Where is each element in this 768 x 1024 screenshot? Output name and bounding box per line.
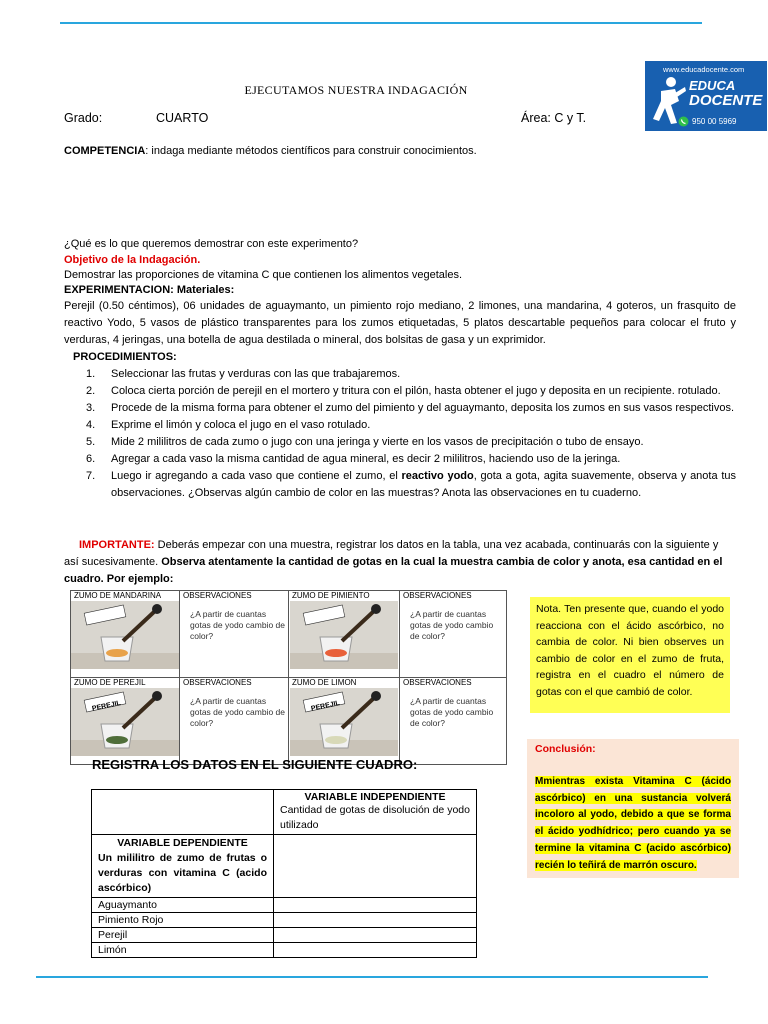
photo-caption: ZUMO DE MANDARINA <box>71 591 179 601</box>
note-box: Nota. Ten presente que, cuando el yodo reacciona con el ácido ascórbico, no cambia de color. Ni bien observes un cambio de color en el zumo de fruta, registra en el cuadro el número de gotas con el que cambió de color. <box>530 597 730 713</box>
logo-website: www.educadocente.com <box>663 65 745 74</box>
sample-row-label: Perejil <box>92 928 274 943</box>
document-title: EJECUTAMOS NUESTRA INDAGACIÓN <box>244 83 468 97</box>
data-entry-cell[interactable] <box>274 835 477 898</box>
photo-illustration <box>289 688 399 756</box>
obs-question: ¿A partir de cuantas gotas de yodo cambio de color? <box>410 609 494 641</box>
photo-caption: ZUMO DE PEREJIL <box>71 678 179 688</box>
conclusion-label: Conclusión: <box>535 743 596 755</box>
procedure-step: 3. Procede de la misma forma para obtener el zumo del pimiento y del aguaymanto, deposita los zumos en sus vasos respectivos. <box>86 402 735 414</box>
obs-caption: OBSERVACIONES <box>180 678 288 688</box>
sample-row-label: Aguaymanto <box>92 898 274 913</box>
independent-variable-cell: VARIABLE INDEPENDIENTE Cantidad de gotas de disolución de yodo utilizado <box>274 790 477 835</box>
register-title: REGISTRA LOS DATOS EN EL SIGUIENTE CUADRO: <box>92 757 418 772</box>
data-entry-cell[interactable] <box>274 898 477 913</box>
procedures-label: PROCEDIMIENTOS: <box>73 351 177 363</box>
label-card-text: PEREJIL <box>310 699 341 713</box>
competencia-text: : indaga mediante métodos científicos para construir conocimientos. <box>145 145 477 157</box>
competencia-label: COMPETENCIA <box>64 145 146 157</box>
dropper-bulb-icon <box>152 604 162 614</box>
liquid-sample <box>106 736 128 744</box>
photo-mandarina <box>71 601 179 669</box>
grade-label: Grado: <box>64 111 103 125</box>
sample-row-label: Limón <box>92 943 274 958</box>
procedure-step: 5. Mide 2 mililitros de cada zumo o jugo con una jeringa y vierte en los vasos de precipitación o tubo de ensayo. <box>86 436 644 448</box>
procedures-list <box>64 366 736 502</box>
competencia <box>64 143 477 160</box>
sample-row-label: Pimiento Rojo <box>92 913 274 928</box>
empty-corner-cell <box>92 790 274 835</box>
data-entry-cell[interactable] <box>274 913 477 928</box>
procedure-step: 7. Luego ir agregando a cada vaso que contiene el zumo, el reactivo yodo, gota a gota, agita suavemente, observa y anota tus observaciones. ¿Observas algún cambio de color en las muestras? Anota las observaciones en tu cuaderno. <box>86 470 736 499</box>
photo-limon <box>289 688 399 756</box>
dropper-bulb-icon <box>371 604 381 614</box>
obs-question: ¿A partir de cuantas gotas de yodo cambio de color? <box>190 696 285 728</box>
photo-illustration <box>71 688 179 756</box>
procedure-step: 6. Agregar a cada vaso la misma cantidad de agua mineral, es decir 2 mililitros, haciendo uso de la jeringa. <box>86 453 621 465</box>
example-photo-grid <box>70 590 507 765</box>
important-label: IMPORTANTE: <box>79 539 155 551</box>
liquid-sample <box>325 736 347 744</box>
liquid-sample <box>106 649 128 657</box>
procedure-step: 2. Coloca cierta porción de perejil en el mortero y tritura con el pilón, hasta obtener el jugo y deposita en un recipiente. rotulado. <box>86 385 721 397</box>
obs-caption: OBSERVACIONES <box>400 678 506 688</box>
educa-docente-logo <box>645 61 767 131</box>
important-bold: Observa atentamente la cantidad de gotas en la cual la muestra cambia de color y anota, esa cantidad en el cuadro. Por ejemplo: <box>64 556 723 585</box>
conclusion-box <box>527 739 739 878</box>
objective-text: Demostrar las proporciones de vitamina C que contienen los alimentos vegetales. <box>64 269 463 281</box>
conclusion-text: Mmientras exista Vitamina C (ácido ascórbico) en una sustancia volverá incoloro al yodo, debido a que se forma el ácido yodhídrico; pero cuando ya se termine la vitamina C (acido ascórbico) recién lo teñirá de marrón oscuro. <box>535 776 731 871</box>
dropper-bulb-icon <box>371 691 381 701</box>
obs-question: ¿A partir de cuantas gotas de yodo cambio de color? <box>190 609 285 641</box>
question: ¿Qué es lo que queremos demostrar con este experimento? <box>64 238 359 250</box>
top-divider <box>60 22 702 24</box>
important-text: Deberás empezar con una muestra, registrar los datos en la tabla, una vez acabada, continuarás con la siguiente y así sucesivamente. <box>64 539 719 568</box>
obs-caption: OBSERVACIONES <box>180 591 288 601</box>
bottom-divider <box>36 976 708 978</box>
obs-question: ¿A partir de cuantas gotas de yodo cambio de color? <box>410 696 494 728</box>
logo-name-line1: EDUCA <box>689 78 736 93</box>
photo-perejil <box>71 688 179 756</box>
obs-caption: OBSERVACIONES <box>400 591 506 601</box>
dependent-variable-cell: VARIABLE DEPENDIENTE Un mililitro de zumo de frutas o verduras con vitamina C (acido ascórbico) <box>92 835 274 898</box>
photo-caption: ZUMO DE PIMIENTO <box>289 591 399 601</box>
procedure-step: 4. Exprime el limón y coloca el jugo en el vaso rotulado. <box>86 419 371 431</box>
materials-text: Perejil (0.50 céntimos), 06 unidades de aguaymanto, un pimiento rojo mediano, 2 limones, una mandarina, 4 goteros, un frasquito de reactivo Yodo, 5 vasos de plástico transparentes para los zumos etiquetadas, 5 platos descartable pequeños para colocar el fruto y verduras, 4 jeringas, una botella de agua destilada o mineral, dos bolsitas de gasa y un exprimidor. <box>64 300 736 346</box>
area-label: Área: C y T. <box>521 111 587 125</box>
logo-name-line2: DOCENTE <box>689 92 763 109</box>
experimentation-label: EXPERIMENTACION: Materiales: <box>64 284 235 296</box>
logo-phone: 950 00 5969 <box>692 117 737 126</box>
data-entry-cell[interactable] <box>274 928 477 943</box>
photo-illustration <box>289 601 399 669</box>
liquid-sample <box>325 649 347 657</box>
procedure-step: 1. Seleccionar las frutas y verduras con las que trabajaremos. <box>86 368 401 380</box>
whatsapp-icon <box>678 116 689 127</box>
photo-pimiento <box>289 601 399 669</box>
label-card-text: PEREJIL <box>91 699 122 713</box>
photo-illustration <box>71 601 179 669</box>
dropper-bulb-icon <box>152 691 162 701</box>
important-paragraph <box>64 537 736 588</box>
photo-caption: ZUMO DE LIMON <box>289 678 399 688</box>
data-entry-cell[interactable] <box>274 943 477 958</box>
objective-label: Objetivo de la Indagación. <box>64 254 201 266</box>
data-table <box>91 789 477 958</box>
grade-value: CUARTO <box>156 111 209 125</box>
